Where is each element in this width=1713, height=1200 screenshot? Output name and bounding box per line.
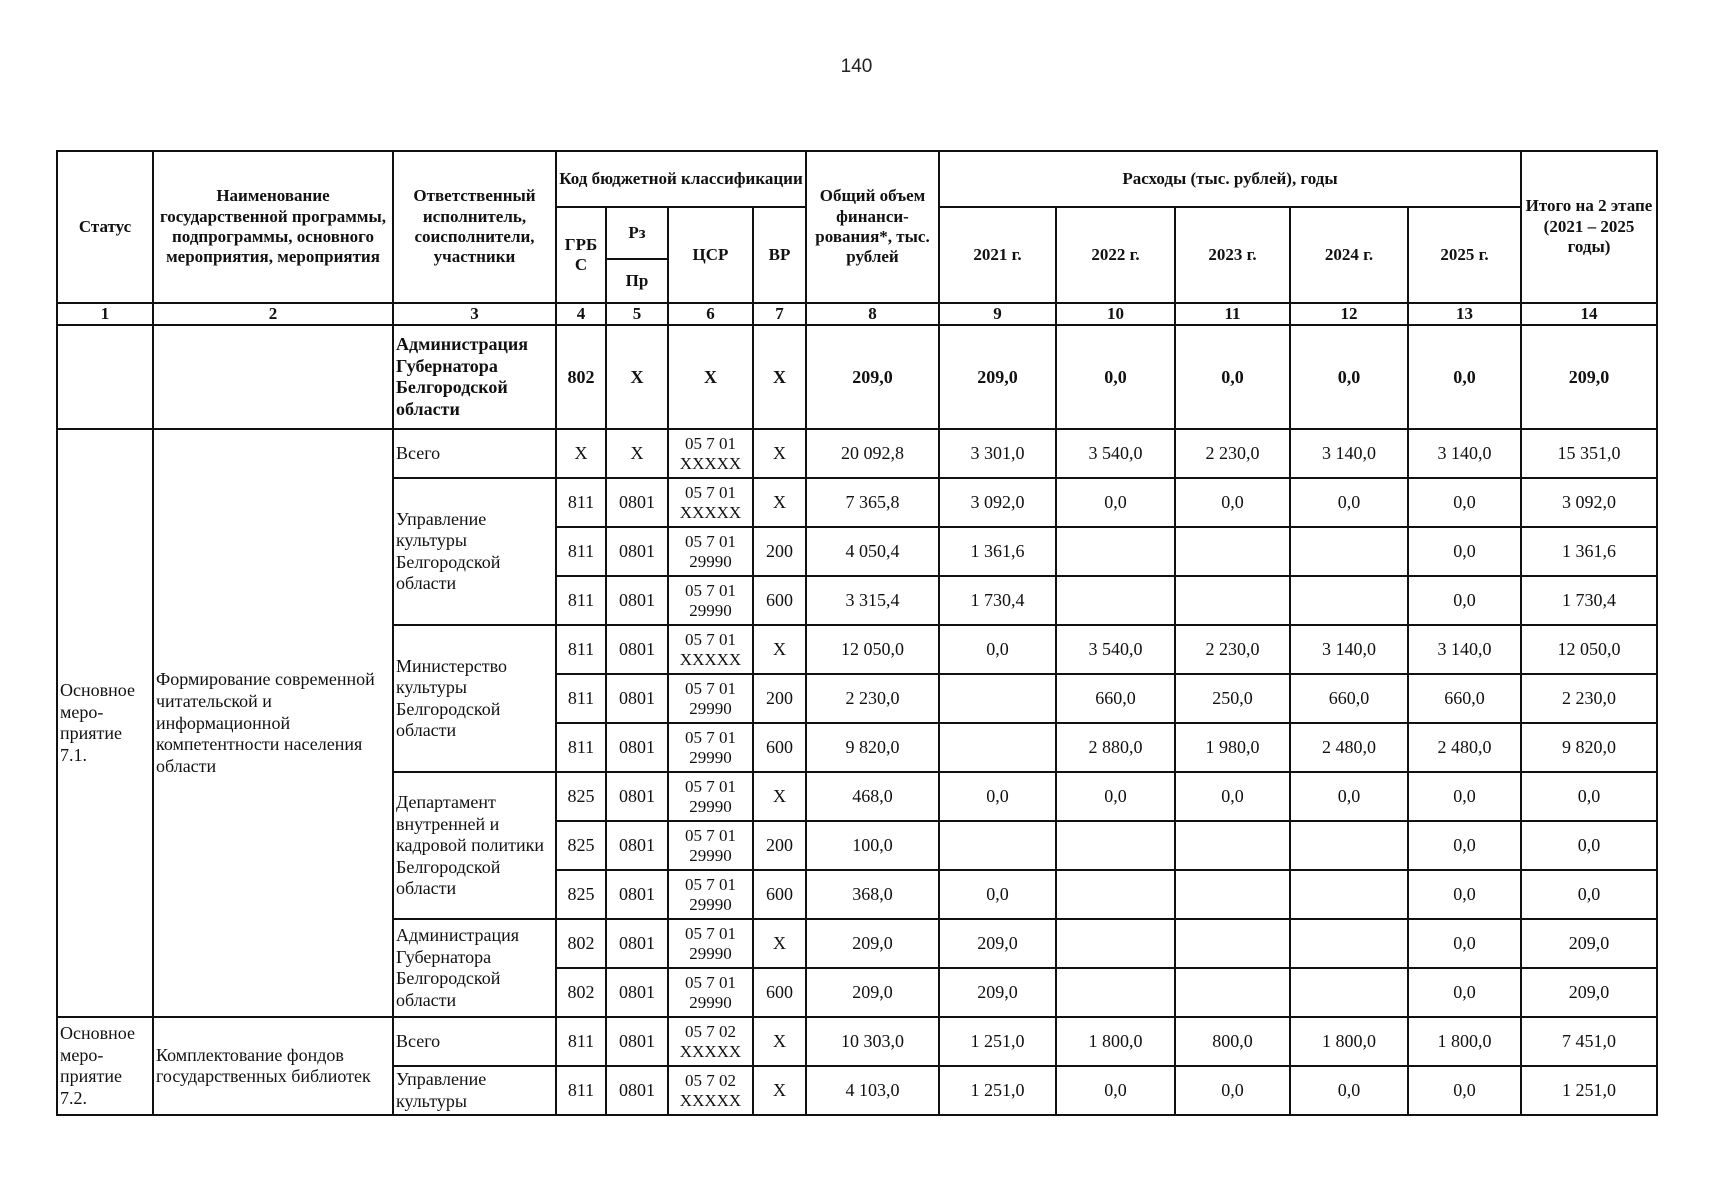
csr-cell: 05 7 01 29990 — [668, 821, 753, 870]
year-2024-cell — [1290, 821, 1408, 870]
total-cell: 9 820,0 — [806, 723, 939, 772]
column-number: 2 — [153, 303, 393, 325]
stage-total-cell: 9 820,0 — [1521, 723, 1657, 772]
table-row — [57, 429, 1657, 478]
vr-cell: Х — [753, 478, 806, 527]
stage-total-cell: 209,0 — [1521, 968, 1657, 1017]
grbs-cell: 811 — [556, 478, 606, 527]
year-2021-cell: 209,0 — [939, 968, 1056, 1017]
year-2021-cell: 0,0 — [939, 870, 1056, 919]
year-2024-cell: 0,0 — [1290, 1066, 1408, 1115]
rzpr-cell: 0801 — [606, 527, 668, 576]
grbs-cell: 811 — [556, 625, 606, 674]
name-cell: Формирование современной читательской и информационной компетентности населения области — [153, 429, 393, 1017]
header-year-2023: 2023 г. — [1175, 207, 1290, 303]
csr-cell: 05 7 01 29990 — [668, 919, 753, 968]
total-cell: 3 315,4 — [806, 576, 939, 625]
header-total-volume: Общий объем финанси- рования*, тыс. рублей — [806, 151, 939, 303]
stage-total-cell: 3 092,0 — [1521, 478, 1657, 527]
year-2023-cell: 0,0 — [1175, 325, 1290, 429]
table-row — [57, 1017, 1657, 1066]
header-pr: Пр — [606, 259, 668, 303]
status-cell — [57, 325, 153, 429]
header-csr: ЦСР — [668, 207, 753, 303]
year-2025-cell: 660,0 — [1408, 674, 1521, 723]
year-2022-cell: 1 800,0 — [1056, 1017, 1175, 1066]
year-2021-cell: 0,0 — [939, 625, 1056, 674]
page-number: 140 — [840, 56, 873, 77]
year-2022-cell: 0,0 — [1056, 1066, 1175, 1115]
year-2023-cell — [1175, 821, 1290, 870]
csr-cell: 05 7 01 ХХХХХ — [668, 478, 753, 527]
column-number: 1 — [57, 303, 153, 325]
year-2021-cell: 1 730,4 — [939, 576, 1056, 625]
grbs-cell: 811 — [556, 674, 606, 723]
header-year-2024: 2024 г. — [1290, 207, 1408, 303]
header-budget-code: Код бюджетной классификации — [556, 151, 806, 207]
csr-cell: 05 7 01 29990 — [668, 870, 753, 919]
column-number: 3 — [393, 303, 556, 325]
vr-cell: Х — [753, 625, 806, 674]
rzpr-cell: 0801 — [606, 625, 668, 674]
vr-cell: 600 — [753, 870, 806, 919]
name-cell: Комплектование фондов государственных библиотек — [153, 1017, 393, 1115]
year-2022-cell: 2 880,0 — [1056, 723, 1175, 772]
grbs-cell: 811 — [556, 723, 606, 772]
year-2024-cell: 1 800,0 — [1290, 1017, 1408, 1066]
total-cell: 20 092,8 — [806, 429, 939, 478]
executor-cell: Управление культуры — [393, 1066, 556, 1115]
stage-total-cell: 12 050,0 — [1521, 625, 1657, 674]
rzpr-cell: 0801 — [606, 1017, 668, 1066]
table-header — [57, 151, 1657, 325]
vr-cell: 600 — [753, 723, 806, 772]
grbs-cell: Х — [556, 429, 606, 478]
total-cell: 12 050,0 — [806, 625, 939, 674]
year-2023-cell: 2 230,0 — [1175, 625, 1290, 674]
year-2023-cell — [1175, 576, 1290, 625]
column-number: 12 — [1290, 303, 1408, 325]
year-2021-cell: 209,0 — [939, 325, 1056, 429]
column-number: 7 — [753, 303, 806, 325]
year-2025-cell: 0,0 — [1408, 870, 1521, 919]
column-number: 10 — [1056, 303, 1175, 325]
total-cell: 209,0 — [806, 968, 939, 1017]
year-2022-cell — [1056, 870, 1175, 919]
year-2025-cell: 0,0 — [1408, 968, 1521, 1017]
year-2022-cell: 3 540,0 — [1056, 429, 1175, 478]
grbs-cell: 825 — [556, 821, 606, 870]
budget-table — [56, 150, 1658, 1116]
rzpr-cell: 0801 — [606, 723, 668, 772]
executor-cell: Администрация Губернатора Белгородской области — [393, 325, 556, 429]
column-number: 9 — [939, 303, 1056, 325]
vr-cell: Х — [753, 1066, 806, 1115]
total-cell: 100,0 — [806, 821, 939, 870]
csr-cell: 05 7 01 29990 — [668, 772, 753, 821]
year-2022-cell — [1056, 576, 1175, 625]
year-2023-cell: 800,0 — [1175, 1017, 1290, 1066]
year-2025-cell: 1 800,0 — [1408, 1017, 1521, 1066]
total-cell: 2 230,0 — [806, 674, 939, 723]
year-2024-cell: 0,0 — [1290, 478, 1408, 527]
vr-cell: 200 — [753, 821, 806, 870]
vr-cell: Х — [753, 919, 806, 968]
rzpr-cell: 0801 — [606, 674, 668, 723]
csr-cell: 05 7 01 ХХХХХ — [668, 429, 753, 478]
year-2023-cell: 0,0 — [1175, 772, 1290, 821]
stage-total-cell: 7 451,0 — [1521, 1017, 1657, 1066]
rzpr-cell: 0801 — [606, 821, 668, 870]
column-number-row — [57, 303, 1657, 325]
csr-cell: 05 7 01 29990 — [668, 674, 753, 723]
year-2021-cell: 1 251,0 — [939, 1066, 1056, 1115]
year-2021-cell: 0,0 — [939, 772, 1056, 821]
year-2025-cell: 0,0 — [1408, 325, 1521, 429]
year-2023-cell: 1 980,0 — [1175, 723, 1290, 772]
year-2023-cell: 250,0 — [1175, 674, 1290, 723]
table-body — [57, 325, 1657, 1115]
year-2025-cell: 0,0 — [1408, 576, 1521, 625]
csr-cell: 05 7 02 ХХХХХ — [668, 1066, 753, 1115]
year-2024-cell — [1290, 576, 1408, 625]
executor-cell: Министерство культуры Белгородской области — [393, 625, 556, 772]
year-2021-cell — [939, 674, 1056, 723]
year-2024-cell — [1290, 968, 1408, 1017]
header-stage-total: Итого на 2 этапе (2021 – 2025 годы) — [1521, 151, 1657, 303]
grbs-cell: 811 — [556, 1017, 606, 1066]
grbs-cell: 811 — [556, 1066, 606, 1115]
year-2023-cell: 2 230,0 — [1175, 429, 1290, 478]
csr-cell: 05 7 01 29990 — [668, 723, 753, 772]
year-2025-cell: 0,0 — [1408, 919, 1521, 968]
stage-total-cell: 0,0 — [1521, 870, 1657, 919]
stage-total-cell: 209,0 — [1521, 919, 1657, 968]
grbs-cell: 802 — [556, 919, 606, 968]
total-cell: 10 303,0 — [806, 1017, 939, 1066]
header-year-2025: 2025 г. — [1408, 207, 1521, 303]
total-cell: 468,0 — [806, 772, 939, 821]
column-number: 13 — [1408, 303, 1521, 325]
year-2024-cell — [1290, 870, 1408, 919]
name-cell — [153, 325, 393, 429]
column-number: 8 — [806, 303, 939, 325]
year-2024-cell: 660,0 — [1290, 674, 1408, 723]
rzpr-cell: 0801 — [606, 576, 668, 625]
header-expenses: Расходы (тыс. рублей), годы — [939, 151, 1521, 207]
year-2024-cell: 0,0 — [1290, 772, 1408, 821]
csr-cell: Х — [668, 325, 753, 429]
csr-cell: 05 7 01 ХХХХХ — [668, 625, 753, 674]
column-number: 6 — [668, 303, 753, 325]
year-2022-cell: 3 540,0 — [1056, 625, 1175, 674]
rzpr-cell: 0801 — [606, 772, 668, 821]
year-2021-cell: 209,0 — [939, 919, 1056, 968]
vr-cell: Х — [753, 772, 806, 821]
vr-cell: 200 — [753, 527, 806, 576]
header-rz: Рз — [606, 207, 668, 259]
header-vr: ВР — [753, 207, 806, 303]
year-2021-cell: 1 361,6 — [939, 527, 1056, 576]
header-year-2021: 2021 г. — [939, 207, 1056, 303]
column-number: 5 — [606, 303, 668, 325]
csr-cell: 05 7 02 ХХХХХ — [668, 1017, 753, 1066]
rzpr-cell: 0801 — [606, 1066, 668, 1115]
stage-total-cell: 0,0 — [1521, 821, 1657, 870]
grbs-cell: 825 — [556, 870, 606, 919]
total-cell: 4 103,0 — [806, 1066, 939, 1115]
year-2024-cell — [1290, 527, 1408, 576]
vr-cell: 200 — [753, 674, 806, 723]
year-2023-cell — [1175, 919, 1290, 968]
year-2022-cell — [1056, 821, 1175, 870]
year-2022-cell: 660,0 — [1056, 674, 1175, 723]
csr-cell: 05 7 01 29990 — [668, 527, 753, 576]
year-2021-cell: 1 251,0 — [939, 1017, 1056, 1066]
rzpr-cell: 0801 — [606, 919, 668, 968]
year-2022-cell — [1056, 919, 1175, 968]
header-year-2022: 2022 г. — [1056, 207, 1175, 303]
year-2025-cell: 0,0 — [1408, 527, 1521, 576]
grbs-cell: 802 — [556, 325, 606, 429]
vr-cell: 600 — [753, 968, 806, 1017]
total-cell: 368,0 — [806, 870, 939, 919]
column-number: 11 — [1175, 303, 1290, 325]
year-2021-cell — [939, 821, 1056, 870]
header-grbs: ГРБ С — [556, 207, 606, 303]
year-2025-cell: 0,0 — [1408, 772, 1521, 821]
executor-cell: Управление культуры Белгородской области — [393, 478, 556, 625]
grbs-cell: 811 — [556, 527, 606, 576]
status-cell: Основное меро- приятие 7.1. — [57, 429, 153, 1017]
grbs-cell: 825 — [556, 772, 606, 821]
rzpr-cell: 0801 — [606, 478, 668, 527]
csr-cell: 05 7 01 29990 — [668, 968, 753, 1017]
rzpr-cell: Х — [606, 429, 668, 478]
year-2024-cell: 0,0 — [1290, 325, 1408, 429]
year-2022-cell: 0,0 — [1056, 325, 1175, 429]
header-status: Статус — [57, 151, 153, 303]
column-number: 4 — [556, 303, 606, 325]
total-cell: 4 050,4 — [806, 527, 939, 576]
year-2024-cell: 3 140,0 — [1290, 429, 1408, 478]
year-2023-cell: 0,0 — [1175, 1066, 1290, 1115]
vr-cell: Х — [753, 325, 806, 429]
total-cell: 209,0 — [806, 325, 939, 429]
rzpr-cell: 0801 — [606, 968, 668, 1017]
vr-cell: Х — [753, 1017, 806, 1066]
vr-cell: Х — [753, 429, 806, 478]
year-2025-cell: 2 480,0 — [1408, 723, 1521, 772]
header-executor: Ответственный исполнитель, соисполнители, участники — [393, 151, 556, 303]
year-2025-cell: 0,0 — [1408, 1066, 1521, 1115]
year-2023-cell — [1175, 870, 1290, 919]
year-2024-cell: 2 480,0 — [1290, 723, 1408, 772]
year-2025-cell: 0,0 — [1408, 478, 1521, 527]
stage-total-cell: 1 361,6 — [1521, 527, 1657, 576]
year-2025-cell: 3 140,0 — [1408, 429, 1521, 478]
header-name: Наименование государственной программы, подпрограммы, основного мероприятия, мероприятия — [153, 151, 393, 303]
column-number: 14 — [1521, 303, 1657, 325]
total-cell: 209,0 — [806, 919, 939, 968]
rzpr-cell: 0801 — [606, 870, 668, 919]
year-2025-cell: 0,0 — [1408, 821, 1521, 870]
rzpr-cell: Х — [606, 325, 668, 429]
executor-cell: Всего — [393, 429, 556, 478]
stage-total-cell: 0,0 — [1521, 772, 1657, 821]
stage-total-cell: 1 730,4 — [1521, 576, 1657, 625]
year-2021-cell — [939, 723, 1056, 772]
vr-cell: 600 — [753, 576, 806, 625]
year-2022-cell — [1056, 527, 1175, 576]
year-2023-cell — [1175, 968, 1290, 1017]
executor-cell: Всего — [393, 1017, 556, 1066]
year-2024-cell — [1290, 919, 1408, 968]
csr-cell: 05 7 01 29990 — [668, 576, 753, 625]
year-2024-cell: 3 140,0 — [1290, 625, 1408, 674]
grbs-cell: 811 — [556, 576, 606, 625]
executor-cell: Администрация Губернатора Белгородской области — [393, 919, 556, 1017]
stage-total-cell: 2 230,0 — [1521, 674, 1657, 723]
year-2021-cell: 3 092,0 — [939, 478, 1056, 527]
table-row — [57, 325, 1657, 429]
stage-total-cell: 1 251,0 — [1521, 1066, 1657, 1115]
year-2023-cell — [1175, 527, 1290, 576]
year-2022-cell — [1056, 968, 1175, 1017]
year-2025-cell: 3 140,0 — [1408, 625, 1521, 674]
stage-total-cell: 15 351,0 — [1521, 429, 1657, 478]
status-cell: Основное меро- приятие 7.2. — [57, 1017, 153, 1115]
year-2022-cell: 0,0 — [1056, 772, 1175, 821]
year-2023-cell: 0,0 — [1175, 478, 1290, 527]
grbs-cell: 802 — [556, 968, 606, 1017]
year-2022-cell: 0,0 — [1056, 478, 1175, 527]
executor-cell: Департамент внутренней и кадровой политики Белгородской области — [393, 772, 556, 919]
year-2021-cell: 3 301,0 — [939, 429, 1056, 478]
total-cell: 7 365,8 — [806, 478, 939, 527]
stage-total-cell: 209,0 — [1521, 325, 1657, 429]
